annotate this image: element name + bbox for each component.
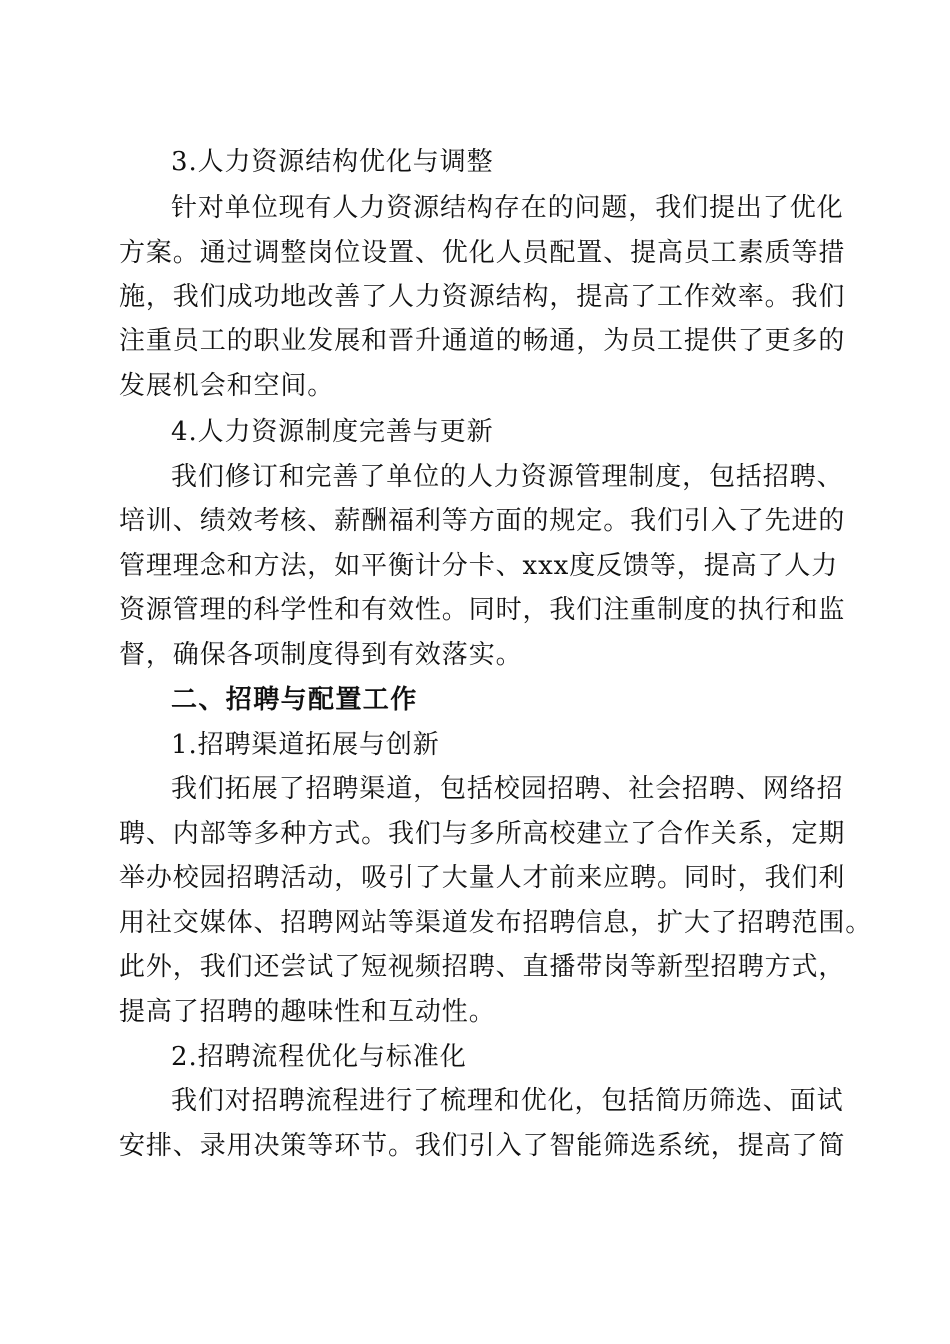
paragraph-line: 用社交媒体、招聘网站等渠道发布招聘信息，扩大了招聘范围。 [119, 908, 873, 938]
paragraph-line: 我们修订和完善了单位的人力资源管理制度，包括招聘、 [171, 462, 844, 492]
paragraph-line: 我们拓展了招聘渠道，包括校园招聘、社会招聘、网络招 [171, 774, 844, 804]
paragraph-line: 注重员工的职业发展和晋升通道的畅通，为员工提供了更多的 [119, 326, 846, 356]
paragraph-line: 施，我们成功地改善了人力资源结构，提高了工作效率。我们 [119, 282, 846, 312]
section-heading-2: 二、招聘与配置工作 [171, 685, 418, 715]
paragraph-line: 方案。通过调整岗位设置、优化人员配置、提高员工素质等措 [119, 238, 846, 268]
paragraph-line: 举办校园招聘活动，吸引了大量人才前来应聘。同时，我们利 [119, 863, 846, 893]
subheading-2: 2.招聘流程优化与标准化 [171, 1042, 467, 1072]
paragraph-line: 发展机会和空间。 [119, 371, 335, 401]
paragraph-line: 管理理念和方法，如平衡计分卡、xxx度反馈等，提高了人力 [119, 551, 839, 581]
subheading-3: 3.人力资源结构优化与调整 [171, 147, 494, 177]
paragraph-line: 提高了招聘的趣味性和互动性。 [119, 997, 496, 1027]
paragraph-line: 针对单位现有人力资源结构存在的问题，我们提出了优化 [171, 193, 844, 223]
paragraph-line: 安排、录用决策等环节。我们引入了智能筛选系统，提高了简 [119, 1131, 846, 1161]
paragraph-line: 培训、绩效考核、薪酬福利等方面的规定。我们引入了先进的 [119, 506, 846, 536]
paragraph-line: 资源管理的科学性和有效性。同时，我们注重制度的执行和监 [119, 595, 846, 625]
paragraph-line: 此外，我们还尝试了短视频招聘、直播带岗等新型招聘方式， [119, 952, 846, 982]
paragraph-line: 督，确保各项制度得到有效落实。 [119, 640, 523, 670]
subheading-4: 4.人力资源制度完善与更新 [171, 417, 494, 447]
paragraph-line: 我们对招聘流程进行了梳理和优化，包括简历筛选、面试 [171, 1086, 844, 1116]
subheading-1: 1.招聘渠道拓展与创新 [171, 730, 440, 760]
paragraph-line: 聘、内部等多种方式。我们与多所高校建立了合作关系，定期 [119, 819, 846, 849]
